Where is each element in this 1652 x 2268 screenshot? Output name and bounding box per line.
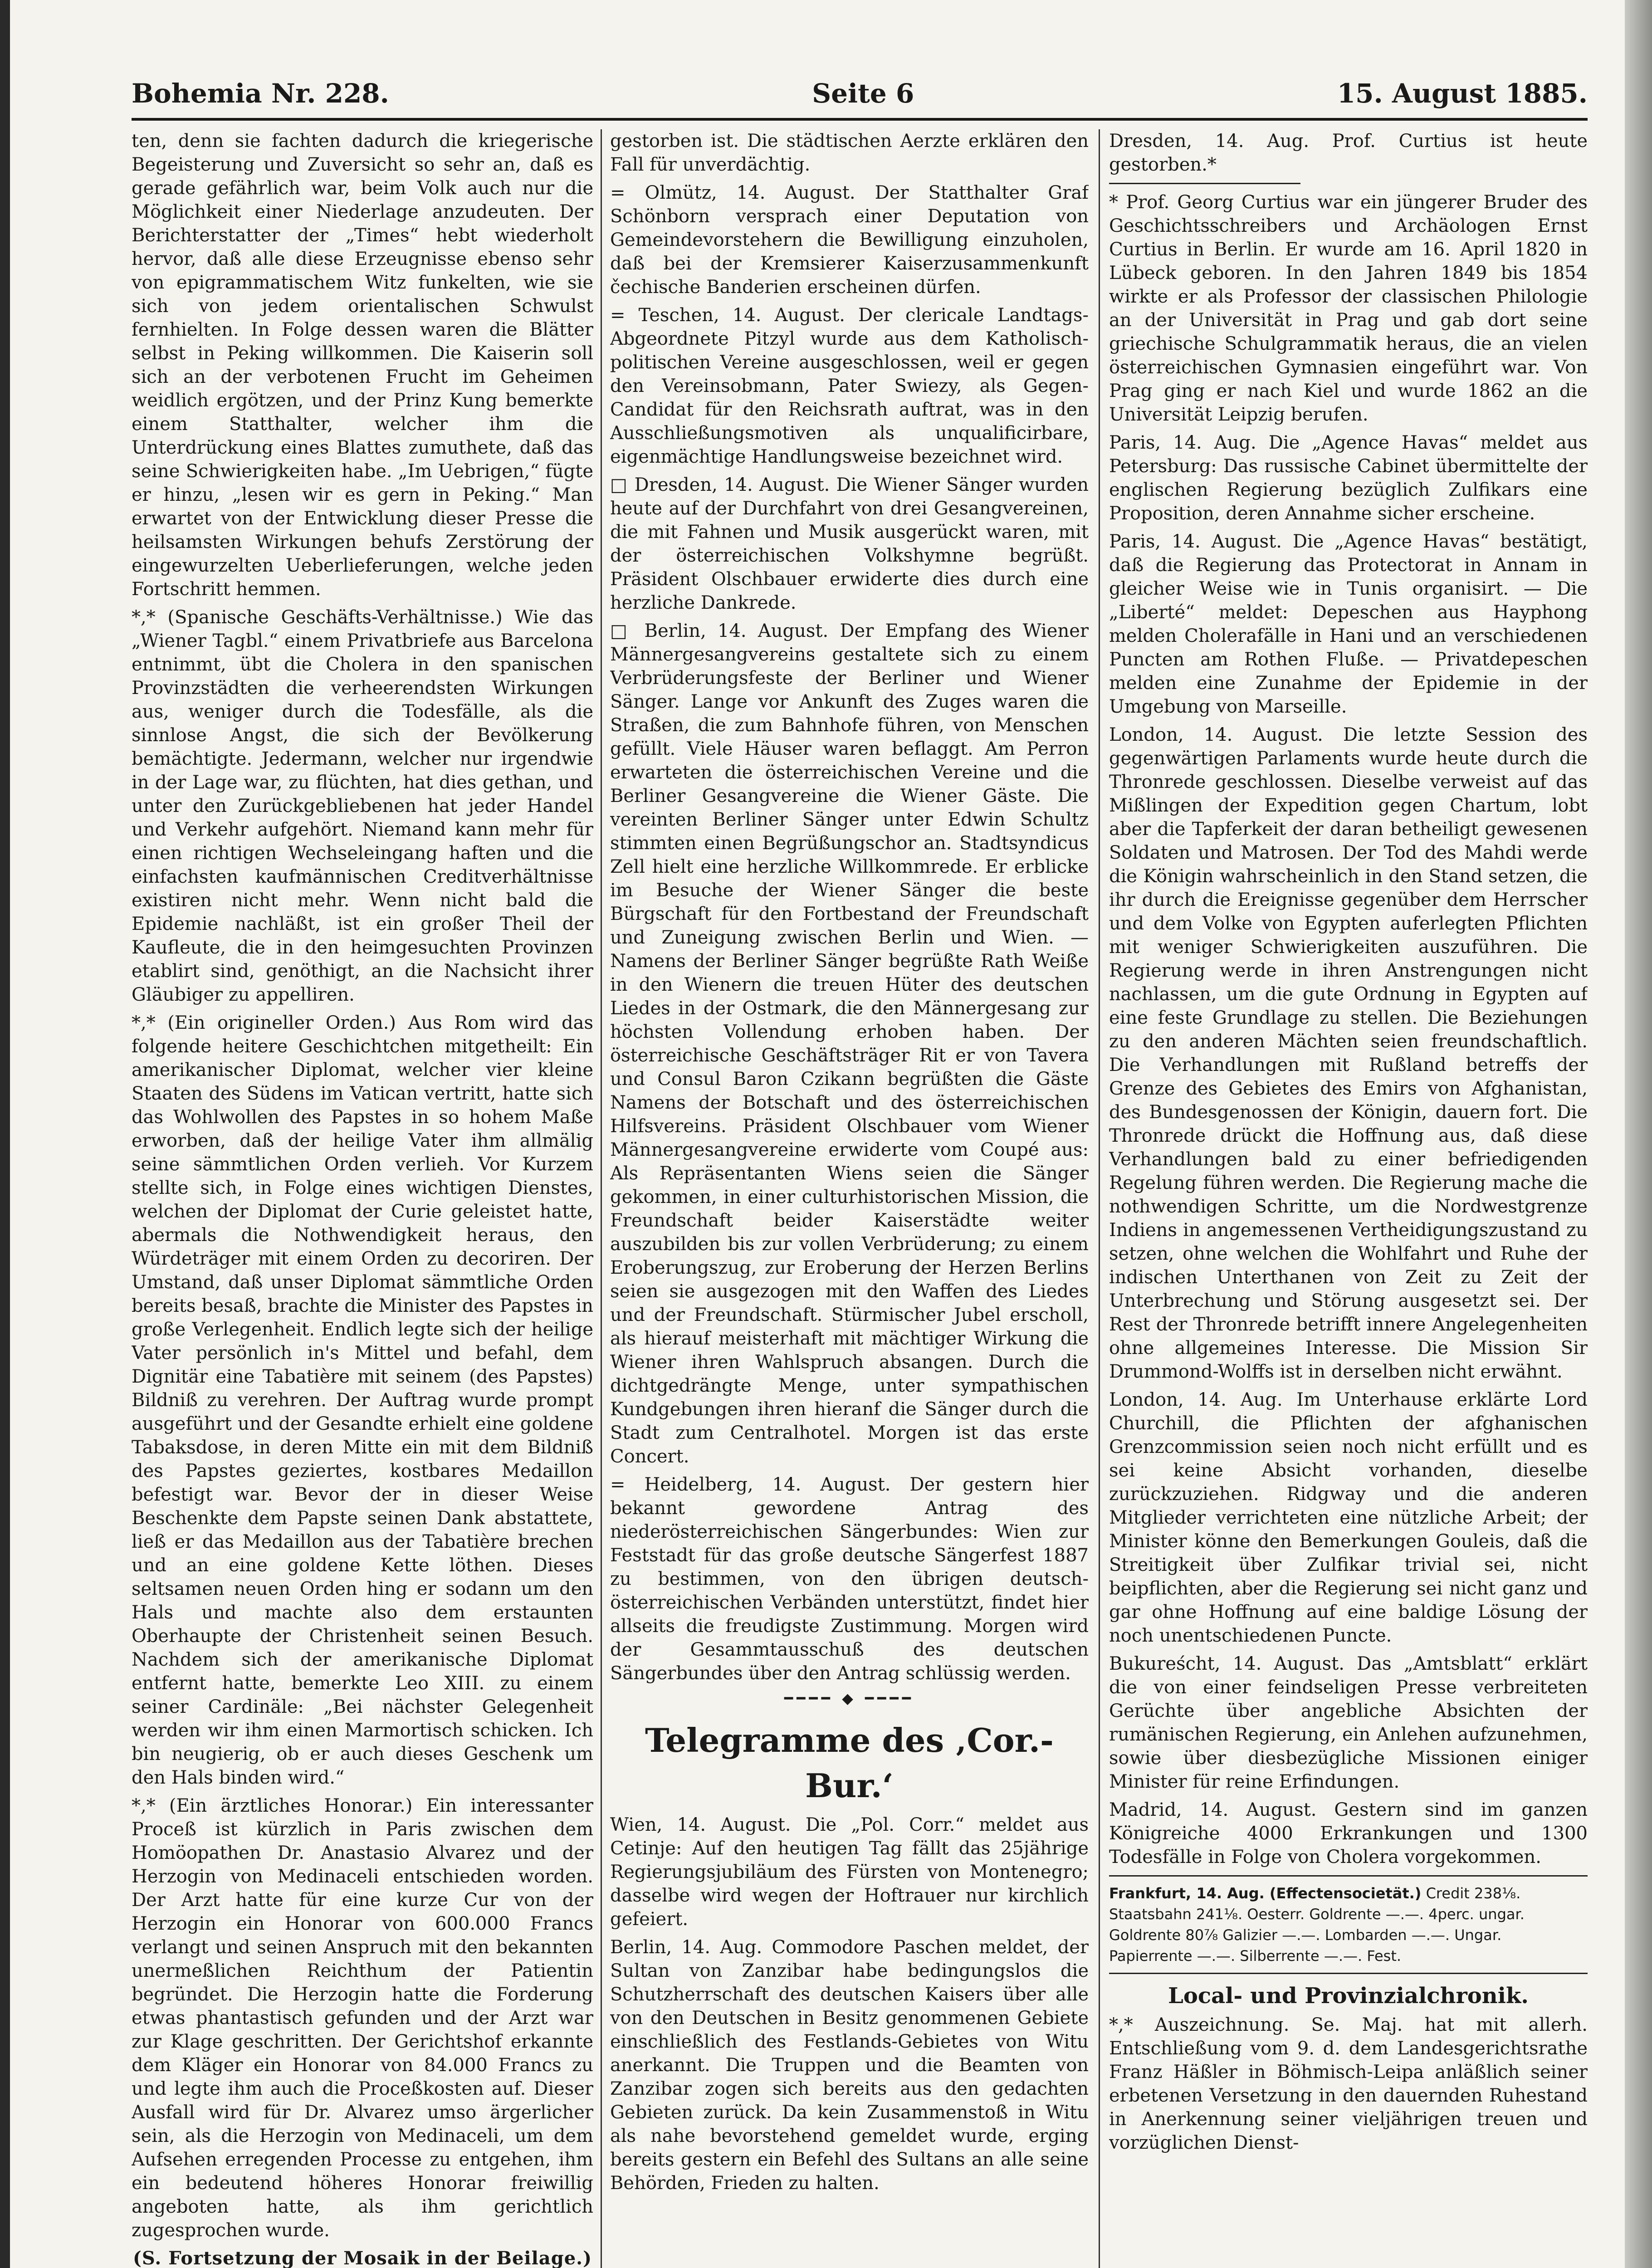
column-1 xyxy=(132,129,593,2268)
article-paragraph: □ Berlin, 14. August. Der Empfang des Wiener Männergesangvereins gestaltete sich zu einem Verbrüderungsfeste der Berliner und Wiener Sänger. Lange vor Ankunft des Zuges waren die Straßen, die zum Bahnhofe führen, von Menschen gefüllt. Viele Häuser waren beflaggt. Am Perron erwarteten die österreichischen Vereine und die Berliner Gesangvereine die Wiener Gäste. Die vereinten Berliner Sänger unter Edwin Schultz stimmten einen Begrüßungschor an. Stadtsyndicus Zell hielt eine herzliche Willkommrede. Er erblicke im Besuche der Wiener Sänger die beste Bürgschaft für den Fortbestand der Freundschaft und Zuneigung zwischen Berlin und Wien. — Namens der Berliner Sänger begrüßte Rath Weiße in den Wienern die treuen Hüter des deutschen Liedes in der Ostmark, die den Männergesang zur höchsten Vollendung erhoben haben. Der österreichische Geschäftsträger Rit er von Tavera und Consul Baron Czikann begrüßten die Gäste Namens der Botschaft und des österreichischen Hilfsvereins. Präsident Olschbauer vom Wiener Männergesangvereine erwiderte vom Coupé aus: Als Repräsentanten Wiens seien die Sänger gekommen, in einer culturhistorischen Mission, die Freundschaft beider Kaiserstädte weiter auszubilden bis zur vollen Verbrüderung; zu einem Eroberungszug, zur Eroberung der Herzen Berlins seien sie ausgezogen mit den Waffen des Liedes und der Freundschaft. Stürmischer Jubel erscholl, als hierauf meisterhaft mit mächtiger Wirkung die Wiener ihren Wahlspruch absangen. Durch die dichtgedrängte Menge, unter sympathischen Kundgebungen ihren hieranf die Sänger durch die Stadt zum Centralhotel. Morgen ist das erste Concert. xyxy=(610,621,1089,1467)
scan-edge-right xyxy=(1625,0,1652,2268)
column-divider xyxy=(1099,129,1100,2268)
header-date: 15. August 1885. xyxy=(1337,78,1588,109)
article-paragraph: = Teschen, 14. August. Der clericale Landtags-Abgeordnete Pitzyl wurde aus dem Katholisch-politischen Vereine ausgeschlossen, weil er gegen den Vereinsobmann, Pater Swiezy, als Gegen-Candidat für den Reichsrath auftrat, was in den Ausschließungsmotiven als unqualificirbare, eigenmächtige Handlungsweise bezeichnet wird. xyxy=(610,305,1089,467)
article-paragraph: Dresden, 14. Aug. Prof. Curtius ist heute gestorben.* xyxy=(1109,131,1588,175)
article-paragraph: ten, denn sie fachten dadurch die kriegerische Begeisterung und Zuversicht so sehr an, daß es gerade gefährlich war, beim Volk auch nur die Möglichkeit einer Niederlage anzudeuten. Der Berichterstatter der „Times“ hebt wiederholt hervor, daß alle diese Erzeugnisse ebenso sehr von epigrammatischem Witz funkelten, wie sie sich von jedem orientalischen Schwulst fernhielten. In Folge dessen waren die Blätter selbst in Peking willkommen. Die Kaiserin soll sich an der verbotenen Frucht im Geheimen weidlich ergötzen, und der Prinz Kung bemerkte einem Statthalter, welcher ihm die Unterdrückung eines Blattes zumuthete, daß das seine Schwierigkeiten habe. „Im Uebrigen,“ fügte er hinzu, „lesen wir es gern in Peking.“ Man erwartet von der Entwicklung dieser Presse die heilsamsten Wirkungen behufs Zerstörung der eingewurzelten Ueberlieferungen, welche jeden Fortschritt hemmen. xyxy=(132,131,593,600)
column-3 xyxy=(1109,129,1588,2268)
article-paragraph: Bukureścht, 14. August. Das „Amtsblatt“ erklärt die von einer feindseligen Presse verbreiteten Gerüchte über angebliche Absichten der rumänischen Regierung, ein Anlehen aufzunehmen, sowie über diesbezügliche Missionen einiger Minister für reine Erfindungen. xyxy=(1109,1653,1588,1792)
header-publication: Bohemia Nr. 228. xyxy=(132,78,389,109)
newspaper-page xyxy=(132,68,1588,2268)
column-2 xyxy=(610,129,1089,2268)
header-rule xyxy=(132,118,1588,121)
market-line: Credit 238⅛. Staatsbahn 241⅛. Oesterr. Goldrente —.—. 4perc. ungar. Goldrente 80⅞ Galizier —.—. Lombarden —.—. Ungar. Papierrente —.—. Silberrente —.—. Fest. xyxy=(1109,1885,1525,1965)
footnote: * Prof. Georg Curtius war ein jüngerer Bruder des Geschichtsschreibers und Archäologen Ernst Curtius in Berlin. Er wurde am 16. April 1820 in Lübeck geboren. In den Jahren 1849 bis 1854 wirkte er als Professor der classischen Philologie an der Universität in Prag und gab dort seine griechische Schulgrammatik heraus, die an vielen österreichischen Gymnasien eingeführt war. Von Prag ging er nach Kiel und wurde 1862 an die Universität Leipzig berufen. xyxy=(1109,192,1588,425)
article-paragraph: □ Dresden, 14. August. Die Wiener Sänger wurden heute auf der Durchfahrt von drei Gesangvereinen, die mit Fahnen und Musik ausgerückt waren, mit der österreichischen Volkshymne begrüßt. Präsident Olschbauer erwiderte dies durch eine herzliche Dankrede. xyxy=(610,474,1089,613)
section-divider xyxy=(1109,1875,1588,1877)
article-paragraph: London, 14. Aug. Im Unterhause erklärte Lord Churchill, die Pflichten der afghanischen Grenzcommission seien noch nicht erfüllt und es sei keine Absicht vorhanden, dieselbe zurückzuziehen. Ridgway und die anderen Mitglieder verrichteten eine nützliche Arbeit; der Minister könne den Bemerkungen Gouleis, daß die Streitigkeit über Zulfikar trivial sei, nicht beipflichten, aber die Regierung sei nicht ganz und gar ohne Hoffnung auf eine baldige Lösung der noch unentschiedenen Puncte. xyxy=(1109,1389,1588,1646)
footnote-rule xyxy=(1109,183,1300,184)
ornament-divider: ━━━━ ◆ ━━━━ xyxy=(784,1690,915,1707)
article-paragraph: gestorben ist. Die städtischen Aerzte erklären den Fall für unverdächtig. xyxy=(610,131,1089,175)
market-report xyxy=(1109,1883,1588,1966)
column-divider xyxy=(601,129,602,2268)
continuation-note: (S. Fortsetzung der Mosaik in der Beilage.) xyxy=(132,2248,592,2268)
article-paragraph: *,* Auszeichnung. Se. Maj. hat mit allerh. Entschließung vom 9. d. dem Landesgerichtsrathe Franz Häßler in Böhmisch-Leipa anläßlich seiner erbetenen Versetzung in den dauernden Ruhestand in Anerkennung seiner vieljährigen treuen und vorzüglichen Dienst- xyxy=(1109,2014,1588,2153)
section-divider xyxy=(1109,1973,1588,1974)
article-paragraph: Paris, 14. August. Die „Agence Havas“ bestätigt, daß die Regierung das Protectorat in Annam in gleicher Weise wie in Tunis organisirt. — Die „Liberté“ meldet: Depeschen aus Hayphong melden Cholerafälle in Hani und an verschiedenen Puncten am Rothen Fluße. — Privatdepeschen melden eine Zunahme der Epidemie in der Umgebung von Marseille. xyxy=(1109,531,1588,717)
article-paragraph: *,* (Ein ärztliches Honorar.) Ein interessanter Proceß ist kürzlich in Paris zwischen dem Homöopathen Dr. Anastasio Alvarez und der Herzogin von Medinaceli entschieden worden. Der Arzt hatte für eine kurze Cur von der Herzogin ein Honorar von 600.000 Francs verlangt und seinen Anspruch mit den bekannten unermeßlichen Reichthum der Patientin begründet. Die Herzogin hatte die Forderung etwas phantastisch gefunden und der Arzt war zur Klage geschritten. Der Gerichtshof erkannte dem Kläger ein Honorar von 84.000 Francs zu und legte ihm auch die Proceßkosten auf. Dieser Ausfall wird für Dr. Alvarez umso ärgerlicher sein, als die Herzogin von Medinaceli, um dem Aufsehen erregenden Processe zu entgehen, ihm ein bedeutend höheres Honorar freiwillig angeboten hatte, als ihm gerichtlich zugesprochen wurde. xyxy=(132,1795,593,2241)
article-paragraph: Wien, 14. August. Die „Pol. Corr.“ meldet aus Cetinje: Auf den heutigen Tag fällt das 25jährige Regierungsjubiläum des Fürsten von Montenegro; dasselbe wird wegen der Hoftrauer nur kirchlich gefeiert. xyxy=(610,1814,1089,1930)
article-paragraph: *,* (Ein origineller Orden.) Aus Rom wird das folgende heitere Geschichtchen mitgetheilt: Ein amerikanischer Diplomat, welcher vier kleine Staaten des Südens im Vatican vertritt, hatte sich das Wohlwollen des Papstes in so hohem Maße erworben, daß der heilige Vater ihm allmälig seine sämmtlichen Orden verlieh. Vor Kurzem stellte sich, in Folge eines wichtigen Dienstes, welchen der Diplomat der Curie geleistet hatte, abermals die Nothwendigkeit heraus, den Würdeträger mit einem Orden zu decoriren. Der Umstand, daß unser Diplomat sämmtliche Orden bereits besaß, brachte die Minister des Papstes in große Verlegenheit. Endlich legte sich der heilige Vater persönlich in's Mittel und befahl, dem Dignitär eine Tabatière mit seinem (des Papstes) Bildniß zu verehren. Der Auftrag wurde prompt ausgeführt und der Gesandte erhielt eine goldene Tabaksdose, in deren Mitte ein mit dem Bildniß des Papstes geziertes, kostbares Medaillon befestigt war. Bevor der in dieser Weise Beschenkte dem Papste seinen Dank abstattete, ließ er das Medaillon aus der Tabatière brechen und an eine goldene Kette löthen. Dieses seltsamen neuen Orden hing er sodann um den Hals und machte also dem erstaunten Oberhaupte der Christenheit seinen Besuch. Nachdem sich der amerikanische Diplomat entfernt hatte, bemerkte Leo XIII. zu einem seiner Cardinäle: „Bei nächster Gelegenheit werden wir ihm einen Marmortisch schicken. Ich bin neugierig, ob er auch dieses Geschenk um den Hals binden wird.“ xyxy=(132,1012,593,1788)
article-paragraph: *,* (Spanische Geschäfts-Verhältnisse.) Wie das „Wiener Tagbl.“ einem Privatbriefe aus Barcelona entnimmt, übt die Cholera in den spanischen Provinzstädten die verheerendsten Wirkungen aus, weniger durch die Todesfälle, als die sinnlose Angst, die sich der Bevölkerung bemächtigte. Jedermann, welcher nur irgendwie in der Lage war, zu flüchten, hat dies gethan, und unter den Zurückgebliebenen hat jeder Handel und Verkehr aufgehört. Niemand kann mehr für einen richtigen Wechseleingang haften und die einfachsten kaufmännischen Creditverhältnisse existiren nicht mehr. Wenn nicht bald die Epidemie nachläßt, ist ein großer Theil der Kaufleute, die in den heimgesuchten Provinzen etablirt sind, genöthigt, an die Nachsicht ihrer Gläubiger zu appelliren. xyxy=(132,607,593,1005)
section-heading: Local- und Provinzialchronik. xyxy=(1168,1983,1529,2009)
article-paragraph: Madrid, 14. August. Gestern sind im ganzen Königreiche 4000 Erkrankungen und 1300 Todesfälle in Folge von Cholera vorgekommen. xyxy=(1109,1799,1588,1867)
market-title: Frankfurt, 14. Aug. (Effectensocietät.) xyxy=(1109,1885,1422,1902)
article-paragraph: London, 14. August. Die letzte Session des gegenwärtigen Parlaments wurde heute durch die Thronrede geschlossen. Dieselbe verweist auf das Mißlingen der Expedition gegen Chartum, lobt aber die Tapferkeit der daran betheiligt gewesenen Soldaten und Matrosen. Der Tod des Mahdi werde die Königin wahrscheinlich in den Stand setzen, die ihr durch die Ereignisse gegenüber dem Herrscher und dem Volke von Egypten auferlegten Pflichten mit weniger Schwierigkeiten auszuführen. Die Regierung werde in ihren Anstrengungen nicht nachlassen, um die gute Ordnung in Egypten auf eine feste Grundlage zu stellen. Die Beziehungen zu den anderen Mächten seien freundschaftlich. Die Verhandlungen mit Rußland betreffs der Grenze des Gebietes des Emirs von Afghanistan, des Bundesgenossen der Königin, dauern fort. Die Thronrede drückt die Hoffnung aus, daß diese Verhandlungen bald zu einer befriedigenden Regelung führen werden. Die Regierung mache die nothwendigen Schritte, um die Nordwestgrenze Indiens in angemessenen Vertheidigungszustand zu setzen, ohne welchen die Wohlfahrt und Ruhe der indischen Unterthanen von Zeit zu Zeit der Unterbrechung und Störung ausgesetzt sei. Der Rest der Thronrede betrifft innere Angelegenheiten ohne allgemeines Interesse. Die Mission Sir Drummond-Wolffs ist in derselben nicht erwähnt. xyxy=(1109,724,1588,1382)
section-heading: Telegramme des ‚Cor.-Bur.‘ xyxy=(645,1721,1054,1805)
article-paragraph: Berlin, 14. Aug. Commodore Paschen meldet, der Sultan von Zanzibar habe bedingungslos die Schutzherrschaft des deutschen Kaisers über alle von den Deutschen in Besitz genommenen Gebiete einschließlich des Festlands-Gebietes von Witu anerkannt. Die Truppen und die Beamten von Zanzibar zogen sich bereits aus den gedachten Gebieten zurück. Da kein Zusammenstoß in Witu als nahe bevorstehend gemeldet wurde, erging bereits gestern ein Befehl des Sultans an alle seine Behörden, Frieden zu halten. xyxy=(610,1937,1089,2194)
article-paragraph: = Olmütz, 14. August. Der Statthalter Graf Schönborn versprach einer Deputation von Gemeindevorstehern die Bewilligung einzuholen, daß bei der Kremsierer Kaiserzusammenkunft čechische Banderien erscheinen dürfen. xyxy=(610,182,1089,298)
article-paragraph: Paris, 14. Aug. Die „Agence Havas“ meldet aus Petersburg: Das russische Cabinet übermittelte der englischen Regierung bezüglich Zulfikars eine Proposition, deren Annahme sicher erscheine. xyxy=(1109,432,1588,524)
article-paragraph: = Heidelberg, 14. August. Der gestern hier bekannt gewordene Antrag des niederösterreichischen Sängerbundes: Wien zur Feststadt für das große deutsche Sängerfest 1887 zu bestimmen, von den übrigen deutsch-österreichischen Verbänden unterstützt, findet hier allseits die freudigste Zustimmung. Morgen wird der Gesammtausschuß des deutschen Sängerbundes über den Antrag schlüssig werden. xyxy=(610,1474,1089,1684)
page-header xyxy=(132,68,1588,109)
header-page-number: Seite 6 xyxy=(812,78,914,109)
scan-edge-left xyxy=(0,0,10,2268)
